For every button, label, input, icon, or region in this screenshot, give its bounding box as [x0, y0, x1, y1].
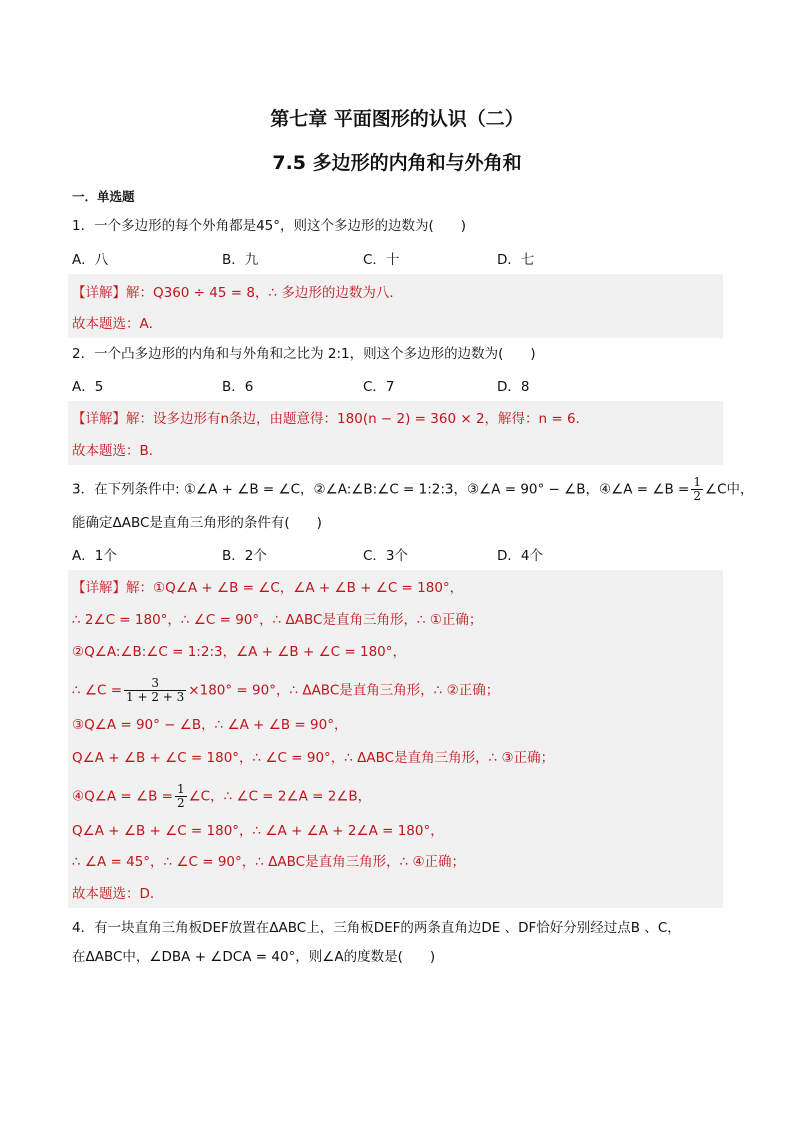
- q2-solution: [72, 409, 589, 429]
- q3-answer: 故本题选：D．: [72, 886, 164, 902]
- q3-stem-frac-den: 2: [693, 489, 701, 503]
- section-label: 一．单选题: [72, 189, 135, 204]
- q3-sol4-fraction: [175, 783, 187, 810]
- q2-option-b: B．6: [222, 379, 254, 395]
- q3-option-a: A．1个: [72, 548, 117, 564]
- q3-solution-line-6: Q∠A + ∠B + ∠C = 180°，∴ ∠C = 90°，∴ ΔABC是直角三角形，∴ ③正确；: [72, 750, 555, 766]
- question-4-stem-line1: 4．有一块直角三角板DEF放置在ΔABC上，三角板DEF的两条直角边DE 、DF恰好分别经过点B 、C，: [72, 920, 681, 936]
- q3-stem-part-a: 3．在下列条件中: ①∠A + ∠B = ∠C，②∠A:∠B:∠C = 1:2:3，③∠A = 90° − ∠B，④∠A = ∠B =: [72, 481, 690, 498]
- q3-stem-fraction: [691, 476, 703, 503]
- question-3-stem: [72, 476, 754, 503]
- q3-sol4-part-a: ④Q∠A = ∠B =: [72, 788, 173, 805]
- q1-solution-text: Q360 ÷ 45 = 8，∴ 多边形的边数为八．: [153, 285, 403, 301]
- q3-stem-part-b: ∠C中，: [704, 481, 754, 498]
- question-1-stem: 1．一个多边形的每个外角都是45°，则这个多边形的边数为( ): [72, 218, 467, 234]
- q3-solution-line-5: ③Q∠A = 90° − ∠B，∴ ∠A + ∠B = 90°，: [72, 717, 348, 733]
- q3-sol-frac-part-a: ∴ ∠C =: [72, 682, 123, 699]
- q3-solution-text-1: ①Q∠A + ∠B = ∠C，∠A + ∠B + ∠C = 180°，: [153, 580, 464, 596]
- q2-answer: 故本题选：B．: [72, 443, 163, 459]
- section-title: 7.5 多边形的内角和与外角和: [272, 152, 522, 174]
- q3-option-d: D．4个: [497, 548, 543, 564]
- q3-sol-frac-num: 3: [124, 677, 186, 691]
- question-4-stem-line2: 在ΔABC中，∠DBA + ∠DCA = 40°，则∠A的度数是( ): [72, 949, 436, 965]
- q3-solution-line-7: [72, 783, 371, 810]
- q3-solution-line-4: [72, 677, 499, 704]
- q1-solution-tag: 【详解】解：: [72, 285, 153, 301]
- q1-answer: 故本题选：A．: [72, 316, 163, 332]
- q1-option-c: C．十: [363, 252, 400, 268]
- q3-solution-line-8: Q∠A + ∠B + ∠C = 180°，∴ ∠A + ∠A + 2∠A = 180°，: [72, 823, 444, 839]
- q3-solution-line-2: ∴ 2∠C = 180°，∴ ∠C = 90°，∴ ΔABC是直角三角形，∴ ①正确；: [72, 612, 483, 628]
- q2-solution-text: 设多边形有n条边，由题意得：180(n − 2) = 360 × 2，解得：n = 6．: [153, 411, 590, 427]
- q3-stem-frac-num: 1: [693, 475, 701, 489]
- q3-solution-tag: 【详解】解：: [72, 580, 153, 596]
- q2-option-a: A．5: [72, 379, 104, 395]
- q1-option-b: B．九: [222, 252, 259, 268]
- q2-solution-tag: 【详解】解：: [72, 411, 153, 427]
- q3-sol4-part-b: ∠C，∴ ∠C = 2∠A = 2∠B，: [188, 788, 372, 805]
- q1-option-d: D．七: [497, 252, 535, 268]
- question-3-stem-line2: 能确定ΔABC是直角三角形的条件有( ): [72, 515, 322, 531]
- q3-solution-line-1: [72, 578, 463, 598]
- q3-sol4-num: 1: [176, 782, 185, 796]
- q1-solution: [72, 283, 403, 303]
- q1-option-a: A．八: [72, 252, 109, 268]
- q3-sol4-den: 2: [176, 796, 185, 810]
- q3-option-b: B．2个: [222, 548, 267, 564]
- q3-sol-frac-den: 1 + 2 + 3: [126, 690, 185, 704]
- question-2-stem: 2．一个凸多边形的内角和与外角和之比为 2:1，则这个多边形的边数为( ): [72, 346, 536, 362]
- q3-option-c: C．3个: [363, 548, 409, 564]
- chapter-title: 第七章 平面图形的认识（二）: [270, 108, 524, 130]
- q2-option-d: D．8: [497, 379, 530, 395]
- q3-sol-fraction: [124, 677, 186, 704]
- q3-solution-line-9: ∴ ∠A = 45°，∴ ∠C = 90°，∴ ΔABC是直角三角形，∴ ④正确；: [72, 854, 466, 870]
- q2-option-c: C．7: [363, 379, 395, 395]
- q3-sol-frac-part-b: ×180° = 90°，∴ ΔABC是直角三角形，∴ ②正确；: [188, 682, 500, 699]
- q3-solution-line-3: ②Q∠A:∠B:∠C = 1:2:3，∠A + ∠B + ∠C = 180°，: [72, 644, 407, 660]
